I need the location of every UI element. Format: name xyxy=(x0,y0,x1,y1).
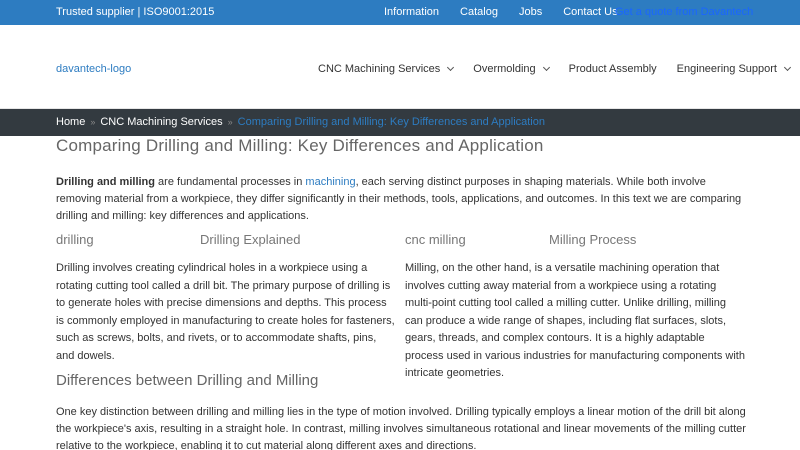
site-logo[interactable]: davantech-logo xyxy=(56,63,132,75)
top-link-catalog[interactable]: Catalog xyxy=(460,6,498,18)
nav-item-overmolding[interactable] xyxy=(473,63,548,75)
top-link-information[interactable]: Information xyxy=(384,6,440,18)
breadcrumb-current: Comparing Drilling and Milling: Key Differences and Application xyxy=(237,116,545,128)
section-heading: Drilling Explained xyxy=(200,232,301,247)
intro-text: are fundamental processes in xyxy=(155,176,306,188)
main-nav xyxy=(318,63,800,75)
image-alt-text: cnc milling xyxy=(405,232,466,247)
intro-paragraph xyxy=(56,174,746,225)
section-text: Milling, on the other hand, is a versatile machining operation that involves cutting away material from a workpiece using a rotating multi-point cutting tool called a milling cutter. Unlike drilling, milling can produce a wide range of shapes, including flat surfaces, slots, gears, threads, and complex contours. It is a highly adaptable process used in various industries for manufacturing components with intricate geometries. xyxy=(405,262,745,379)
breadcrumb-separator-icon: » xyxy=(227,117,233,127)
breadcrumb xyxy=(56,116,545,129)
nav-item-product-assembly[interactable] xyxy=(569,63,657,75)
site-header xyxy=(0,25,800,109)
milling-section xyxy=(405,232,745,383)
drilling-section xyxy=(56,232,396,365)
nav-item-label: Overmolding xyxy=(473,63,536,75)
chevron-down-icon xyxy=(784,64,791,71)
get-quote-link[interactable]: Get a quote from Davantech xyxy=(615,6,754,18)
breadcrumb-separator-icon: » xyxy=(90,117,96,127)
breadcrumb-parent[interactable]: CNC Machining Services xyxy=(100,116,223,128)
breadcrumb-home[interactable]: Home xyxy=(56,116,86,128)
section-heading-row xyxy=(405,232,745,247)
top-link-jobs[interactable]: Jobs xyxy=(518,6,543,18)
nav-item-label: Product Assembly xyxy=(568,63,657,75)
top-bar xyxy=(0,0,800,25)
intro-text: , each serving distinct purposes in shaping materials. While both involve removing material from a workpiece, they differ significantly in their methods, tools, applications, and outcomes. In this text we are comparing drilling and milling: key differences and applications. xyxy=(56,176,742,222)
page-title: Comparing Drilling and Milling: Key Differences and Application xyxy=(56,136,544,155)
differences-heading: Differences between Drilling and Milling xyxy=(56,372,319,389)
top-link-contact[interactable]: Contact Us xyxy=(563,6,618,18)
section-heading: Milling Process xyxy=(549,232,637,247)
nav-item-engineering-support[interactable] xyxy=(677,63,790,75)
nav-item-cnc-machining[interactable] xyxy=(318,63,453,75)
machining-link[interactable]: machining xyxy=(305,176,356,188)
supplier-text: Trusted supplier | ISO9001:2015 xyxy=(56,6,215,18)
intro-bold: Drilling and milling xyxy=(56,176,155,188)
section-heading-row xyxy=(56,232,396,247)
chevron-down-icon xyxy=(543,64,550,71)
section-text: Drilling involves creating cylindrical holes in a workpiece using a rotating cutting tool called a drill bit. The primary purpose of drilling is to generate holes with precise dimensions and depths. This process is commonly employed in manufacturing to create holes for fasteners, such as screws, bolts, and rivets, or to accommodate shafts, pins, and dowels. xyxy=(56,262,395,362)
image-alt-text: drilling xyxy=(56,232,94,247)
top-links xyxy=(384,6,639,18)
nav-item-label: Engineering Support xyxy=(676,63,777,75)
nav-item-label: CNC Machining Services xyxy=(318,63,441,75)
chevron-down-icon xyxy=(447,64,454,71)
differences-paragraph: One key distinction between drilling and milling lies in the type of motion involved. Drilling typically employs a linear motion of the drill bit along the workpiece's axis, resulting in a straight hole. In contrast, milling involves simultaneous rotational and linear movements of the milling cutter relative to the workpiece, enabling it to cut material along different axes and directions. xyxy=(56,406,746,450)
breadcrumb-bar xyxy=(0,109,800,136)
